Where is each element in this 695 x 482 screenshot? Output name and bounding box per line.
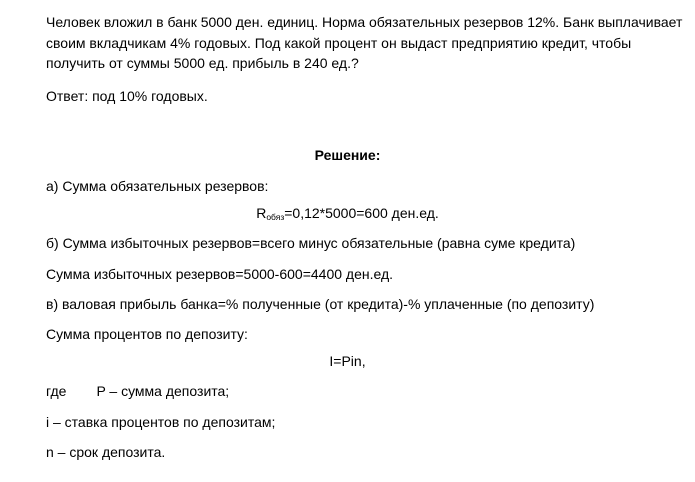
step-b-label: б) Сумма избыточных резервов=всего минус обязательные (равна суме кредита) <box>46 235 576 251</box>
interest-label: Сумма процентов по депозиту: <box>46 326 248 342</box>
formula-r-rest: =0,12*5000=600 ден.ед. <box>284 205 439 221</box>
step-b-calc: Сумма избыточных резервов=5000-600=4400 ден.ед. <box>46 266 394 282</box>
problem-line-2: своим вкладчикам 4% годовых. Под какой процент он выдаст предприятию кредит, чтобы <box>46 35 632 51</box>
problem-line-1: Человек вложил в банк 5000 ден. единиц. Норма обязательных резервов 12%. Банк выплачивает <box>46 14 683 30</box>
where-word: где <box>46 383 67 399</box>
step-v-label: в) валовая прибыль банка=% полученные (от кредита)-% уплаченные (по депозиту) <box>46 296 595 312</box>
where-p-definition: P – сумма депозита; <box>96 383 230 399</box>
where-i-definition: i – ставка процентов по депозитам; <box>46 414 276 430</box>
step-a-label: а) Сумма обязательных резервов: <box>46 178 269 194</box>
formula-reserves <box>0 204 695 224</box>
formula-interest: I=Pin, <box>329 353 366 369</box>
where-line <box>46 382 229 400</box>
answer-text: Ответ: под 10% годовых. <box>46 88 208 104</box>
formula-r-subscript: обяз <box>266 212 285 222</box>
problem-line-3: получить от суммы 5000 ед. прибыль в 240 ед.? <box>46 55 359 71</box>
formula-r-main: R <box>256 205 267 221</box>
solution-heading: Решение: <box>314 147 381 163</box>
where-n-definition: n – срок депозита. <box>46 444 166 460</box>
